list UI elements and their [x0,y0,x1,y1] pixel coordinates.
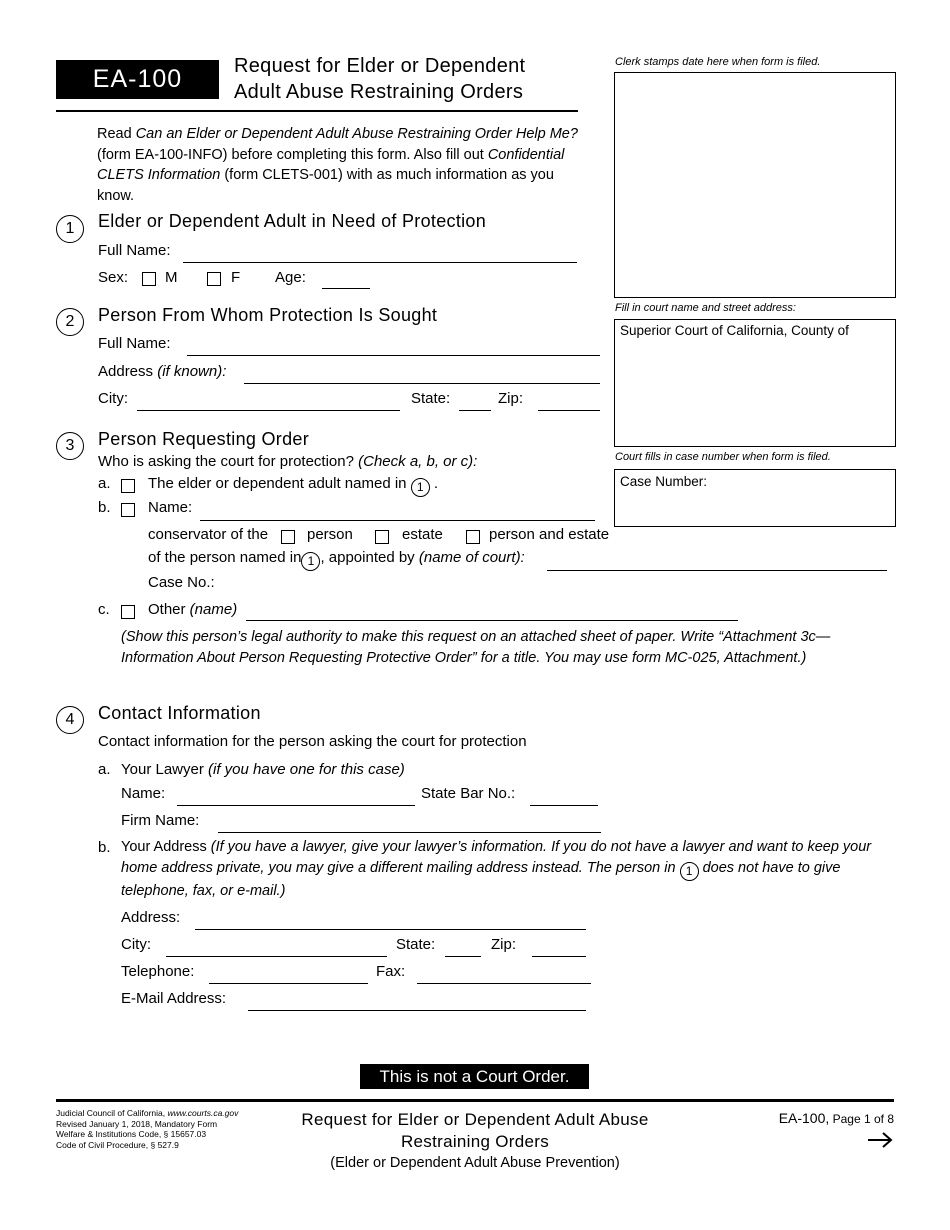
zip-field[interactable] [532,956,586,957]
question-text: Who is asking the court for protection? [98,453,354,470]
option-c-label [148,602,237,617]
address-label [98,364,226,379]
restrained-city-field[interactable] [137,410,400,411]
conservator-estate-label: estate [402,526,443,543]
city-label: City: [121,936,151,953]
option-c-letter: c. [98,601,110,618]
page-indicator [779,1111,894,1126]
case-number-label: Case Number: [620,474,708,489]
section-2-heading: Person From Whom Protection Is Sought [98,305,438,325]
sex-f-label: F [231,269,241,286]
footer-citation-line: Code of Civil Procedure, § 527.9 [56,1140,179,1151]
intro-text: (form EA-100-INFO) before completing this form. Also fill out [97,146,488,163]
conservator-name-field[interactable] [200,520,595,521]
sex-m-checkbox[interactable] [142,272,156,286]
conservator-both-label: person and estate [489,526,610,543]
email-field[interactable] [248,1010,586,1011]
option-a-checkbox[interactable] [121,479,135,493]
option-c-checkbox[interactable] [121,605,135,619]
option-b-checkbox[interactable] [121,503,135,517]
telephone-label: Telephone: [121,963,195,980]
courts-website-link[interactable]: www.courts.ca.gov [167,1108,239,1118]
restrained-full-name-field[interactable] [187,355,600,356]
form-id-badge: EA-100 [56,60,219,99]
state-bar-field[interactable] [530,805,598,806]
intro-paragraph [97,124,592,206]
court-name-text: Superior Court of California, County of [620,323,849,338]
footer-title-line2: Restraining Orders [400,1132,550,1151]
court-address-label: Fill in court name and street address: [615,302,796,314]
lawyer-label [121,762,405,777]
conservator-person-label: person [307,526,353,543]
footer-citation-line [56,1108,238,1119]
city-field[interactable] [166,956,387,957]
appointing-court-field[interactable] [547,570,887,571]
lawyer-name-label: Name: [121,785,166,802]
page-number: Page 1 of 8 [829,1112,894,1126]
option-a-label [148,476,438,497]
option-a-text: The elder or dependent adult named in [148,475,407,492]
your-address-note [121,837,886,901]
lawyer-letter: a. [98,761,111,778]
telephone-field[interactable] [209,983,368,984]
conservator-estate-checkbox[interactable] [375,530,389,544]
full-name-label: Full Name: [98,335,171,352]
appointed-text: , appointed by [320,549,415,566]
council-text: Judicial Council of California, [56,1108,168,1118]
conservator-of-label: conservator of the [148,526,269,543]
lawyer-text: Your Lawyer [121,761,204,778]
other-name-field[interactable] [246,620,738,621]
sex-f-checkbox[interactable] [207,272,221,286]
conservator-person-checkbox[interactable] [281,530,295,544]
footer-subtitle: (Elder or Dependent Adult Abuse Prevention) [330,1155,620,1171]
address-field[interactable] [195,929,586,930]
firm-name-field[interactable] [218,832,601,833]
header-rule [56,110,578,112]
court-hint: (name of court): [414,549,525,566]
section-number-1: 1 [56,215,84,243]
option-c-note: (Show this person’s legal authority to make this request on an attached sheet of paper. Write “Attachment 3c—Information About Person Requesting Protective Order” for a title. You may use form MC-025, Attachment.) [121,629,831,666]
age-field[interactable] [322,288,370,289]
state-label: State: [411,390,451,407]
address-note: (If you have a lawyer, give your lawyer’s information. If you do not have a lawyer and want to keep your home address private, you may give a different mailing address instead. The person in [121,839,872,876]
case-number-hint: Court fills in case number when form is filed. [615,451,831,463]
clerk-stamp-label: Clerk stamps date here when form is filed. [615,56,821,68]
period: . [433,475,439,492]
restrained-address-field[interactable] [244,383,600,384]
form-title-line1: Request for Elder or Dependent [234,55,526,77]
intro-clets-title: Confidential CLETS Information [97,146,565,183]
clerk-stamp-box [614,72,896,298]
email-label: E-Mail Address: [121,990,227,1007]
intro-text: (form CLETS-001) with as much information as you know. [97,167,554,204]
city-label: City: [98,390,128,407]
address-note: does not have to give telephone, fax, or e-mail.) [121,859,841,899]
fax-field[interactable] [417,983,591,984]
restrained-zip-field[interactable] [538,410,600,411]
state-field[interactable] [445,956,481,957]
sex-label: Sex: [98,269,129,286]
sex-m-label: M [165,269,178,286]
section-number-2: 2 [56,308,84,336]
fax-label: Fax: [376,963,406,980]
restrained-state-field[interactable] [459,410,491,411]
footer-citations [56,1108,238,1151]
form-title-line2: Adult Abuse Restraining Orders [234,81,524,103]
section-ref-1: 1 [680,862,699,881]
not-court-order-notice: This is not a Court Order. [360,1064,589,1089]
state-label: State: [396,936,436,953]
full-name-label: Full Name: [98,242,171,259]
section-ref-1: 1 [411,478,430,497]
contact-info-subheading: Contact information for the person asking the court for protection [98,733,527,750]
option-b-letter: b. [98,499,111,516]
zip-label: Zip: [491,936,517,953]
state-bar-label: State Bar No.: [421,785,516,802]
lawyer-name-field[interactable] [177,805,415,806]
elder-full-name-field[interactable] [183,262,577,263]
lawyer-hint: (if you have one for this case) [203,761,405,778]
age-label: Age: [275,269,306,286]
section-1-heading: Elder or Dependent Adult in Need of Protection [98,211,487,231]
footer-citation-line: Welfare & Institutions Code, § 15657.03 [56,1129,207,1140]
who-asking-question [98,454,477,469]
zip-label: Zip: [498,390,524,407]
section-4-heading: Contact Information [98,703,261,723]
intro-form-title: Can an Elder or Dependent Adult Abuse Restraining Order Help Me? [135,126,578,142]
section-ref-1: 1 [301,552,320,571]
section-number-4: 4 [56,706,84,734]
address-letter: b. [98,839,111,856]
if-known-hint: (if known): [153,363,227,380]
conservator-both-checkbox[interactable] [466,530,480,544]
footer-form-id: EA-100, [778,1110,830,1126]
case-number-box[interactable] [614,469,896,527]
address-text: Address [98,363,154,380]
other-text: Other [148,601,186,618]
arrow-right-icon[interactable] [866,1130,894,1150]
question-hint: (Check a, b, or c): [353,453,478,470]
footer-title-line1: Request for Elder or Dependent Adult Abuse [301,1110,649,1129]
footer-rule [56,1099,894,1102]
option-b-name-label: Name: [148,499,193,516]
court-address-box[interactable] [614,319,896,447]
your-address-text: Your Address [121,839,207,855]
other-hint: (name) [185,601,238,618]
firm-name-label: Firm Name: [121,812,200,829]
footer-citation-line: Revised January 1, 2018, Mandatory Form [56,1118,218,1129]
section-number-3: 3 [56,432,84,460]
option-a-letter: a. [98,475,111,492]
case-no-label: Case No.: [148,574,215,591]
footer-title [255,1109,695,1173]
named-in-text: of the person named in [148,549,302,566]
address-label: Address: [121,909,181,926]
appointed-by-label [148,550,525,571]
intro-text: Read [97,126,136,142]
section-3-heading: Person Requesting Order [98,429,310,449]
